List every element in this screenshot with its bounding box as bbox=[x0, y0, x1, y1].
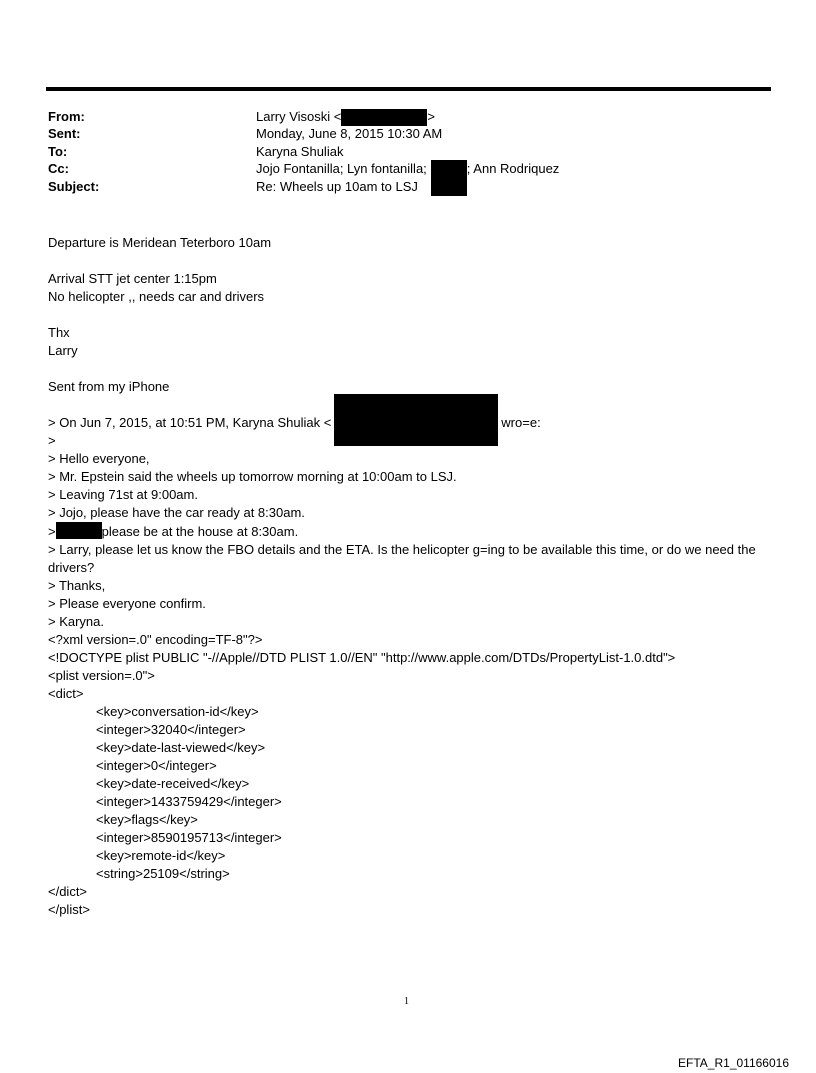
xml-line: <integer>1433759429</integer> bbox=[96, 794, 282, 809]
subject-value: Re: Wheels up 10am to LSJ bbox=[256, 178, 418, 194]
xml-line: <?xml version=.0" encoding=TF-8"?> bbox=[48, 632, 263, 647]
email-body bbox=[48, 234, 768, 919]
xml-line: <integer>0</integer> bbox=[96, 758, 217, 773]
from-value bbox=[256, 108, 748, 125]
quote-intro-text: > On Jun 7, 2015, at 10:51 PM, Karyna Shuliak < bbox=[48, 415, 332, 430]
xml-line: <key>date-received</key> bbox=[96, 776, 250, 791]
from-name: Larry Visoski < bbox=[256, 109, 342, 124]
signature-line: Sent from my iPhone bbox=[48, 379, 170, 394]
quote-line: > Thanks, bbox=[48, 578, 106, 593]
redaction-box bbox=[56, 522, 102, 539]
cc-row bbox=[48, 160, 748, 177]
xml-line: <string>25109</string> bbox=[96, 866, 230, 881]
document-id: EFTA_R1_01166016 bbox=[678, 1056, 789, 1070]
body-line: Larry bbox=[48, 343, 78, 358]
to-label: To: bbox=[48, 143, 68, 159]
xml-line: </dict> bbox=[48, 884, 88, 899]
cc-value bbox=[256, 160, 748, 177]
sent-value: Monday, June 8, 2015 10:30 AM bbox=[256, 126, 443, 142]
xml-line: <plist version=.0"> bbox=[48, 668, 155, 683]
xml-line: <integer>32040</integer> bbox=[96, 722, 246, 737]
quote-intro bbox=[48, 414, 768, 432]
xml-line: <dict> bbox=[48, 686, 84, 701]
body-line: Thx bbox=[48, 325, 70, 340]
sent-row bbox=[48, 125, 748, 142]
quote-line: > Karyna. bbox=[48, 614, 105, 629]
cc-names: Jojo Fontanilla; Lyn fontanilla; bbox=[256, 161, 427, 177]
header-rule bbox=[46, 87, 771, 91]
quote-intro-end: wro=e: bbox=[501, 415, 541, 430]
xml-line: <key>date-last-viewed</key> bbox=[96, 740, 266, 755]
redaction-box bbox=[341, 109, 427, 126]
subject-label: Subject: bbox=[48, 178, 100, 194]
to-row bbox=[48, 143, 748, 160]
quote-line: > Larry, please let us know the FBO details and the ETA. Is the helicopter g=ing to be available this time, or do we need the drivers? bbox=[48, 542, 760, 575]
from-label: From: bbox=[48, 109, 85, 124]
quote-line bbox=[48, 522, 768, 541]
xml-line: </plist> bbox=[48, 902, 90, 917]
subject-row bbox=[48, 178, 748, 195]
quote-line: > bbox=[48, 433, 56, 448]
cc-label: Cc: bbox=[48, 161, 69, 177]
body-line: No helicopter ,, needs car and drivers bbox=[48, 289, 265, 304]
body-line: Arrival STT jet center 1:15pm bbox=[48, 271, 217, 286]
xml-line: <key>flags</key> bbox=[96, 812, 198, 827]
quote-line: > Hello everyone, bbox=[48, 451, 150, 466]
from-close: > bbox=[427, 109, 435, 124]
quote-line: > Jojo, please have the car ready at 8:30am. bbox=[48, 505, 305, 520]
quote-line-text: please be at the house at 8:30am. bbox=[101, 524, 299, 539]
body-line: Departure is Meridean Teterboro 10am bbox=[48, 235, 272, 250]
xml-line: <key>remote-id</key> bbox=[96, 848, 226, 863]
xml-line: <key>conversation-id</key> bbox=[96, 704, 259, 719]
quote-line: > Please everyone confirm. bbox=[48, 596, 206, 611]
to-value: Karyna Shuliak bbox=[256, 143, 344, 159]
quote-marker: > bbox=[48, 524, 56, 539]
xml-line: <integer>8590195713</integer> bbox=[96, 830, 282, 845]
quote-line: > Mr. Epstein said the wheels up tomorrow morning at 10:00am to LSJ. bbox=[48, 469, 457, 484]
email-header bbox=[48, 108, 748, 195]
from-row bbox=[48, 108, 748, 125]
page-number: 1 bbox=[404, 996, 409, 1007]
cc-names-post: ; Ann Rodriquez bbox=[466, 161, 560, 177]
quote-line: > Leaving 71st at 9:00am. bbox=[48, 487, 198, 502]
xml-line: <!DOCTYPE plist PUBLIC "-//Apple//DTD PLIST 1.0//EN" "http://www.apple.com/DTDs/PropertyList-1.0.dtd"> bbox=[48, 650, 676, 665]
sent-label: Sent: bbox=[48, 126, 81, 142]
